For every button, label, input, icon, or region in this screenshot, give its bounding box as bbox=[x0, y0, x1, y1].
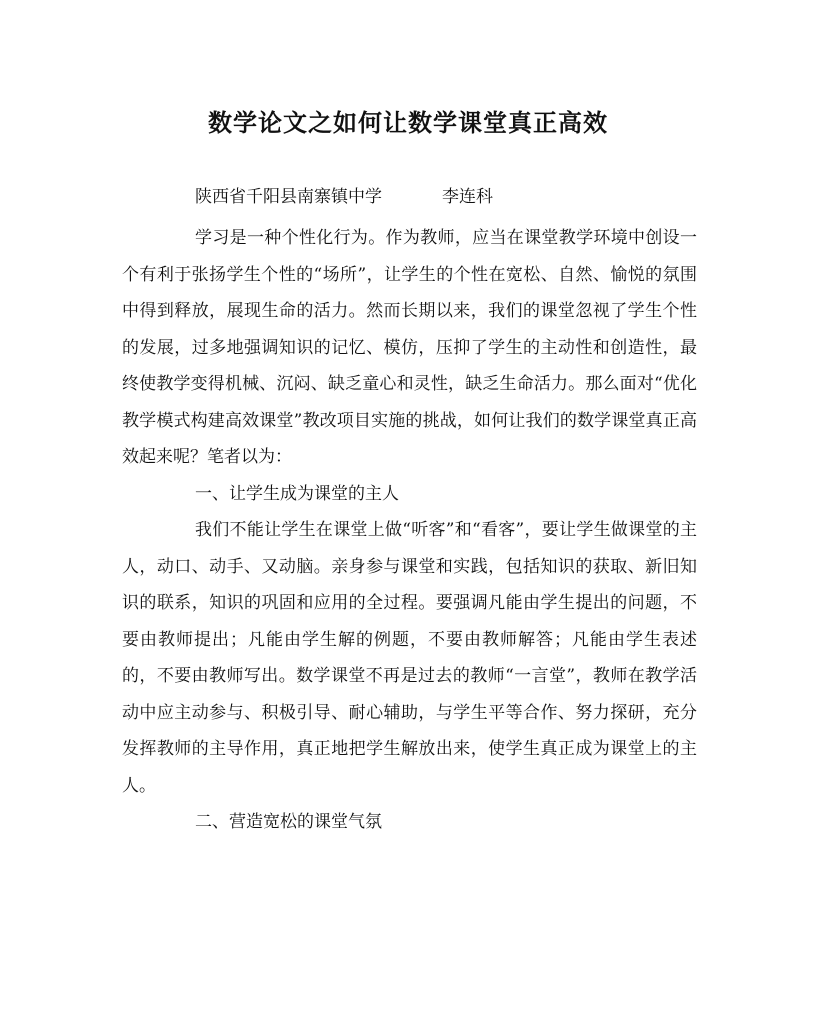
document-body bbox=[122, 220, 697, 841]
section-heading-1: 一、让学生成为课堂的主人 bbox=[195, 483, 399, 504]
paragraph-section-1: 我们不能让学生在课堂上做“听客”和“看客”，要让学生做课堂的主人，动口、动手、又动脑。亲身参与课堂和实践，包括知识的获取、新旧知识的联系，知识的巩固和应用的全过程。要强调凡能由学生提出的问题，不要由教师提出；凡能由学生解的例题，不要由教师解答；凡能由学生表述的，不要由教师写出。数学课堂不再是过去的教师“一言堂”，教师在教学活动中应主动参与、积极引导、耐心辅助，与学生平等合作、努力探研，充分发挥教师的主导作用，真正地把学生解放出来，使学生真正成为课堂上的主人。 bbox=[122, 520, 697, 796]
section-heading-2: 二、营造宽松的课堂气氛 bbox=[195, 812, 382, 832]
paragraph-intro: 学习是一种个性化行为。作为教师，应当在课堂教学环境中创设一个有利于张扬学生个性的“场所”，让学生的个性在宽松、自然、愉悦的氛围中得到释放，展现生命的活力。然而长期以来，我们的课堂忽视了学生个性的发展，过多地强调知识的记忆、模仿，压抑了学生的主动性和创造性，最终使教学变得机械、沉闷、缺乏童心和灵性，缺乏生命活力。那么面对“优化教学模式构建高效课堂”教改项目实施的挑战，如何让我们的数学课堂真正高效起来呢？笔者以为： bbox=[122, 228, 697, 467]
author-line bbox=[195, 180, 493, 214]
document-title: 数学论文之如何让数学课堂真正高效 bbox=[208, 108, 608, 137]
author-name: 李连科 bbox=[442, 187, 493, 207]
school-name: 陕西省千阳县南寨镇中学 bbox=[195, 187, 382, 207]
